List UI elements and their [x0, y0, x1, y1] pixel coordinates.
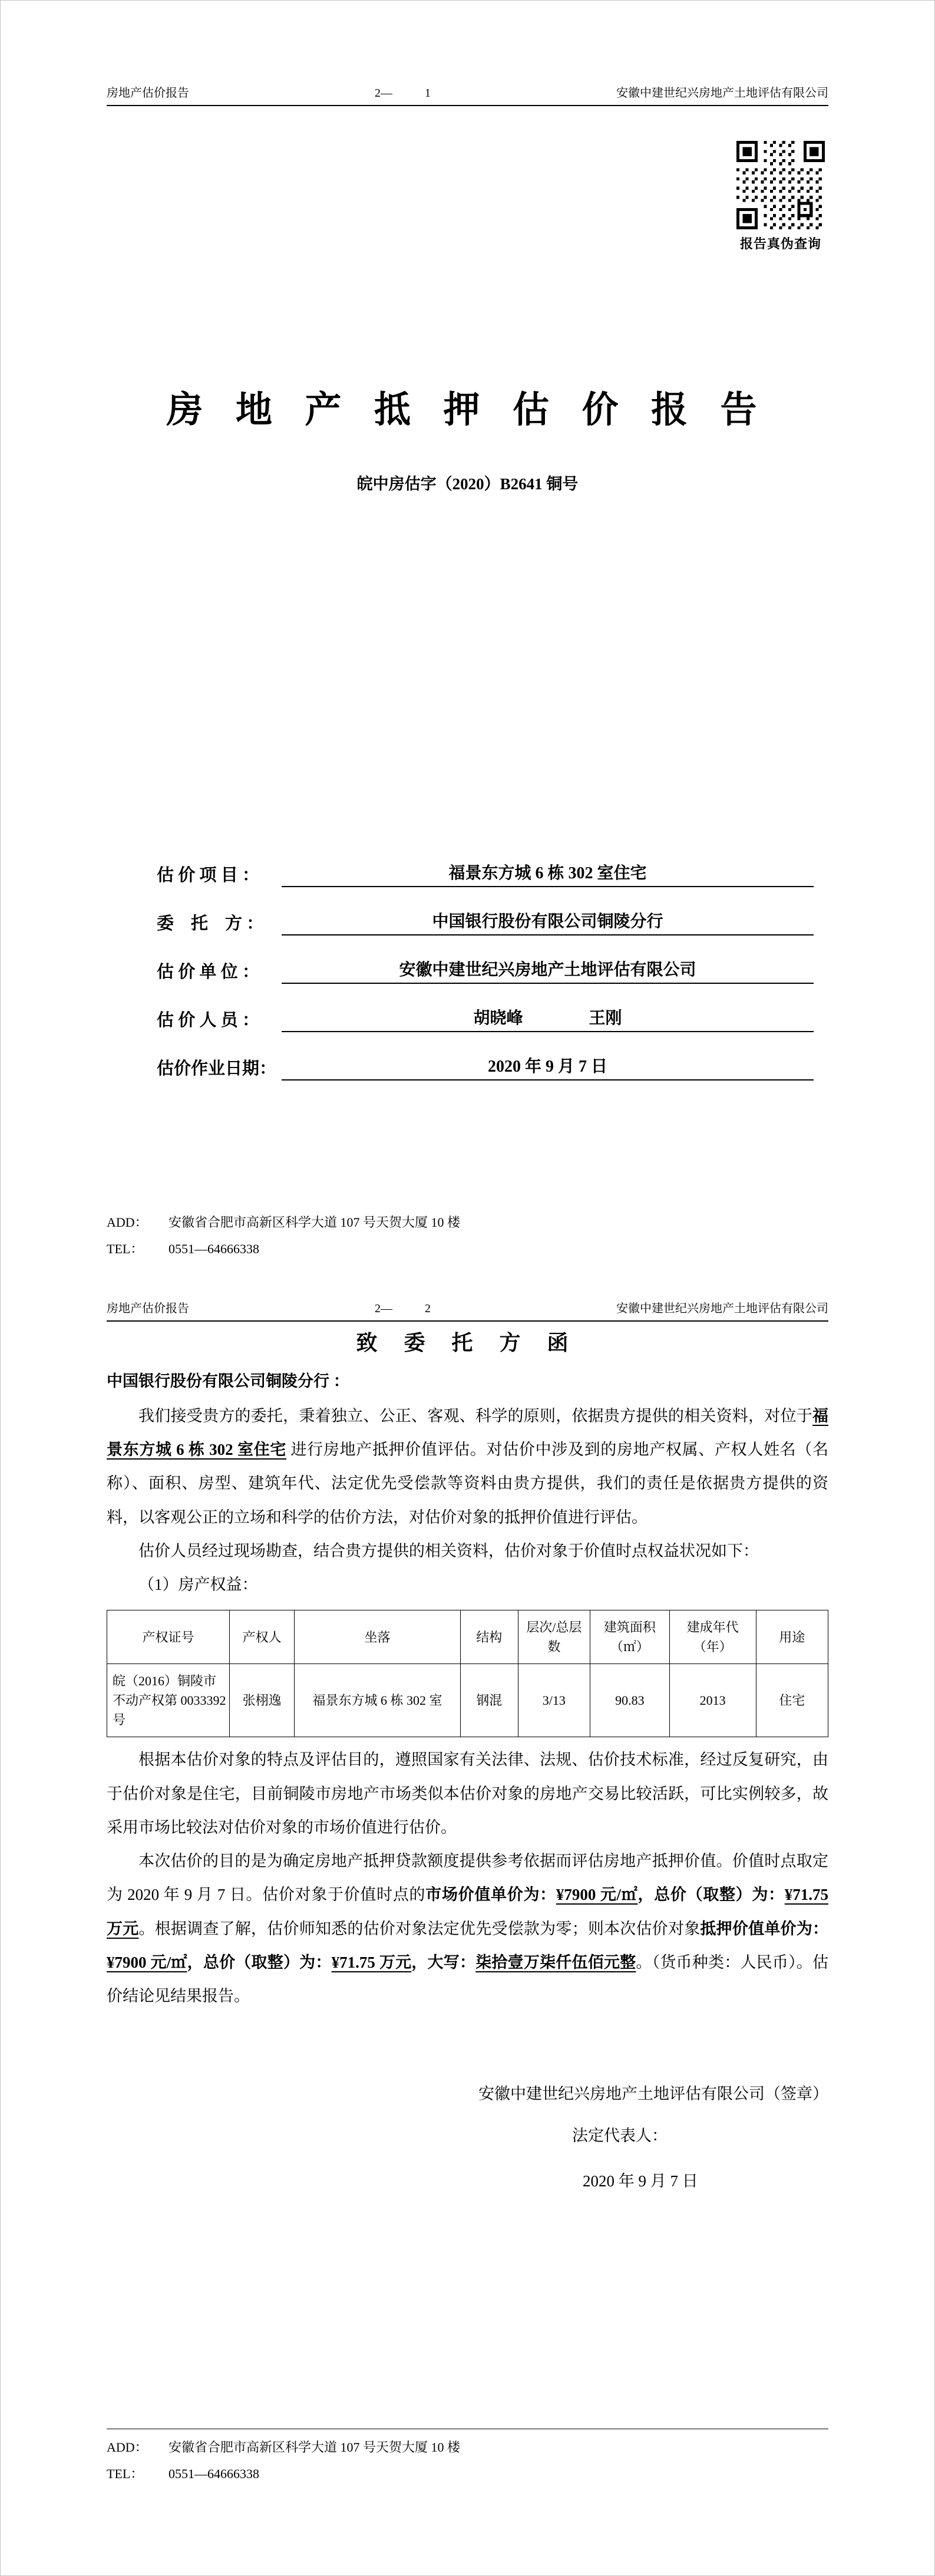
- page1-footer: [107, 1209, 828, 1262]
- market-unit-price-label: 市场价值单价为：: [425, 1886, 556, 1904]
- footer-address-row: [107, 1209, 828, 1236]
- amount-in-words-value: 柒拾壹万柒仟伍佰元整: [475, 1953, 636, 1971]
- qr-caption: 报告真伪查询: [739, 236, 821, 251]
- header-company-name: 安徽中建世纪兴房地产土地评估有限公司: [616, 1302, 828, 1315]
- footer-tel-label: TEL：: [107, 1241, 144, 1256]
- footer-phone: 0551—64666338: [169, 1241, 259, 1256]
- page-number-group: [375, 87, 431, 100]
- mortgage-total-price-label: ，总价（取整）为：: [187, 1953, 332, 1971]
- footer-tel-row: [107, 1236, 828, 1262]
- signature-date: 2020 年 9 月 7 日: [583, 2172, 698, 2190]
- cell-owner: 张栩逸: [230, 1664, 295, 1737]
- page1-header: [107, 83, 828, 106]
- col-floor: 层次/总层数: [518, 1610, 590, 1664]
- header-doc-title: 房地产估价报告: [107, 87, 189, 100]
- field-client-label: 委 托 方 ：: [157, 914, 264, 933]
- property-rights-table: [107, 1610, 828, 1737]
- cover-form: [157, 839, 814, 1081]
- page-number: 1: [425, 87, 431, 100]
- market-unit-price-value: ¥7900 元/㎡: [556, 1886, 638, 1904]
- salutation-line: [107, 1368, 828, 1391]
- col-owner: 产权人: [230, 1610, 295, 1664]
- footer-phone: 0551—64666338: [169, 2466, 259, 2481]
- col-location: 坐落: [295, 1610, 461, 1664]
- field-client-value: 中国银行股份有限公司铜陵分行: [282, 908, 814, 935]
- qr-code-icon: [736, 141, 825, 229]
- para1-text: 我们接受贵方的委托，秉着独立、公正、客观、科学的原则，依据贵方提供的相关资料，对位于: [138, 1407, 812, 1425]
- conclusion-text-mid: 。根据调查了解，估价师知悉的估价对象法定优先受偿款为零；则本次估价对象: [138, 1919, 701, 1938]
- page2-header: [107, 1299, 828, 1322]
- cell-usage: 住宅: [756, 1664, 828, 1737]
- amount-in-words-label: ，大写：: [411, 1953, 476, 1971]
- salutation-colon: ：: [333, 1372, 349, 1390]
- cell-certificate-no: 皖（2016）铜陵市不动产权第 0033392 号: [107, 1664, 230, 1737]
- field-appraisers-value: 胡晓峰 王刚: [282, 1005, 814, 1032]
- page-number: 2: [425, 1302, 431, 1315]
- field-appraisers-label: 估 价 人 员 ：: [157, 1011, 260, 1030]
- page-total-prefix: 2—: [375, 1302, 392, 1315]
- para1-subject-property: 福景东方城 6 栋 302 室住宅: [107, 1407, 828, 1459]
- page-number-group: [375, 1302, 431, 1316]
- footer-tel-row: [107, 2460, 828, 2487]
- mortgage-unit-price-label: 抵押价值单价为：: [700, 1919, 829, 1938]
- conclusion-text: 本次估价的目的是为确定房地产抵押贷款额度提供参考依据而评估房地产抵押价值。价值时点取定为 2020 年 9 月 7 日。估价对象于价值时点的: [107, 1852, 828, 1904]
- salutation-client: 中国银行股份有限公司铜陵分行: [107, 1372, 329, 1390]
- footer-address: 安徽省合肥市高新区科学大道 107 号天贺大厦 10 楼: [169, 2439, 461, 2455]
- col-structure: 结构: [460, 1610, 518, 1664]
- footer-address-row: [107, 2434, 828, 2460]
- footer-add-label: ADD：: [107, 1214, 148, 1230]
- report-number: 皖中房估字（2020）B2641 铜号: [356, 475, 579, 493]
- letter-page: [1, 1288, 934, 2575]
- col-year-built: 建成年代（年）: [669, 1610, 756, 1664]
- footer-address: 安徽省合肥市高新区科学大道 107 号天贺大厦 10 楼: [169, 1214, 461, 1230]
- page-total-prefix: 2—: [375, 87, 392, 100]
- signature-company: 安徽中建世纪兴房地产土地评估有限公司（签章）: [478, 2085, 828, 2103]
- letter-title: 致 委 托 方 函: [356, 1331, 579, 1355]
- qr-verification-block: [736, 141, 825, 252]
- market-total-price-label: ，总价（取整）为：: [637, 1886, 785, 1904]
- report-title: 房 地 产 抵 押 估 价 报 告: [166, 390, 769, 430]
- cover-page: [1, 1, 934, 1288]
- field-project: [157, 839, 814, 887]
- field-agency-label: 估 价 单 位 ：: [157, 963, 260, 981]
- paragraph-method: 根据本估价对象的特点及评估目的，遵照国家有关法律、法规、估价技术标准，经过反复研究，由于估价对象是住宅，目前铜陵市房地产市场类似本估价对象的房地产交易比较活跃，可比实例较多，故采用市场比较法对估价对象的市场价值进行估价。: [107, 1751, 828, 1836]
- field-date-value: 2020 年 9 月 7 日: [282, 1053, 814, 1081]
- header-doc-title: 房地产估价报告: [107, 1302, 189, 1315]
- cell-location: 福景东方城 6 栋 302 室: [295, 1664, 461, 1737]
- cell-area: 90.83: [590, 1664, 670, 1737]
- paragraph-conclusion: [107, 1844, 828, 2013]
- footer-add-label: ADD：: [107, 2439, 148, 2455]
- col-usage: 用途: [756, 1610, 828, 1664]
- table-header-row: [107, 1610, 828, 1664]
- field-appraisers: [157, 984, 814, 1032]
- field-client: [157, 887, 814, 935]
- field-date-label: 估价作业日期：: [157, 1059, 277, 1078]
- header-company-name: 安徽中建世纪兴房地产土地评估有限公司: [616, 87, 828, 100]
- table-row: [107, 1664, 828, 1737]
- col-area: 建筑面积（㎡）: [590, 1610, 670, 1664]
- cell-floor: 3/13: [518, 1664, 590, 1737]
- footer-tel-label: TEL：: [107, 2466, 144, 2481]
- paragraph-inspection: 估价人员经过现场勘查，结合贵方提供的相关资料，估价对象于价值时点权益状况如下：: [138, 1541, 759, 1560]
- mortgage-total-price-value: ¥71.75 万元: [331, 1953, 412, 1971]
- page2-footer: [107, 2429, 828, 2487]
- field-project-value: 福景东方城 6 栋 302 室住宅: [282, 860, 814, 887]
- item-property-rights-label: （1）房产权益：: [138, 1576, 258, 1594]
- cell-structure: 钢混: [460, 1664, 518, 1737]
- field-date: [157, 1032, 814, 1081]
- para1-text-cont: 进行房地产抵押价值评估。对估价中涉及到的房地产权属、产权人姓名（名称）、面积、房型、建筑年代、法定优先受偿款等资料由贵方提供，我们的责任是依据贵方提供的资料，以客观公正的立场和科学的估价方法，对估价对象的抵押价值进行评估。: [107, 1441, 829, 1526]
- market-total-price-value: ¥71.75 万元: [107, 1886, 829, 1938]
- col-certificate-no: 产权证号: [107, 1610, 230, 1664]
- conclusion-text-end: 。（货币种类：人民币）。估价结论见结果报告。: [107, 1953, 829, 2005]
- cell-year-built: 2013: [669, 1664, 756, 1737]
- mortgage-unit-price-value: ¥7900 元/㎡: [107, 1953, 187, 1971]
- field-agency: [157, 935, 814, 984]
- field-project-label: 估 价 项 目 ：: [157, 866, 260, 885]
- paragraph-engagement: [107, 1399, 828, 1534]
- signature-legal-rep: 法定代表人：: [572, 2127, 668, 2145]
- field-agency-value: 安徽中建世纪兴房地产土地评估有限公司: [282, 957, 814, 984]
